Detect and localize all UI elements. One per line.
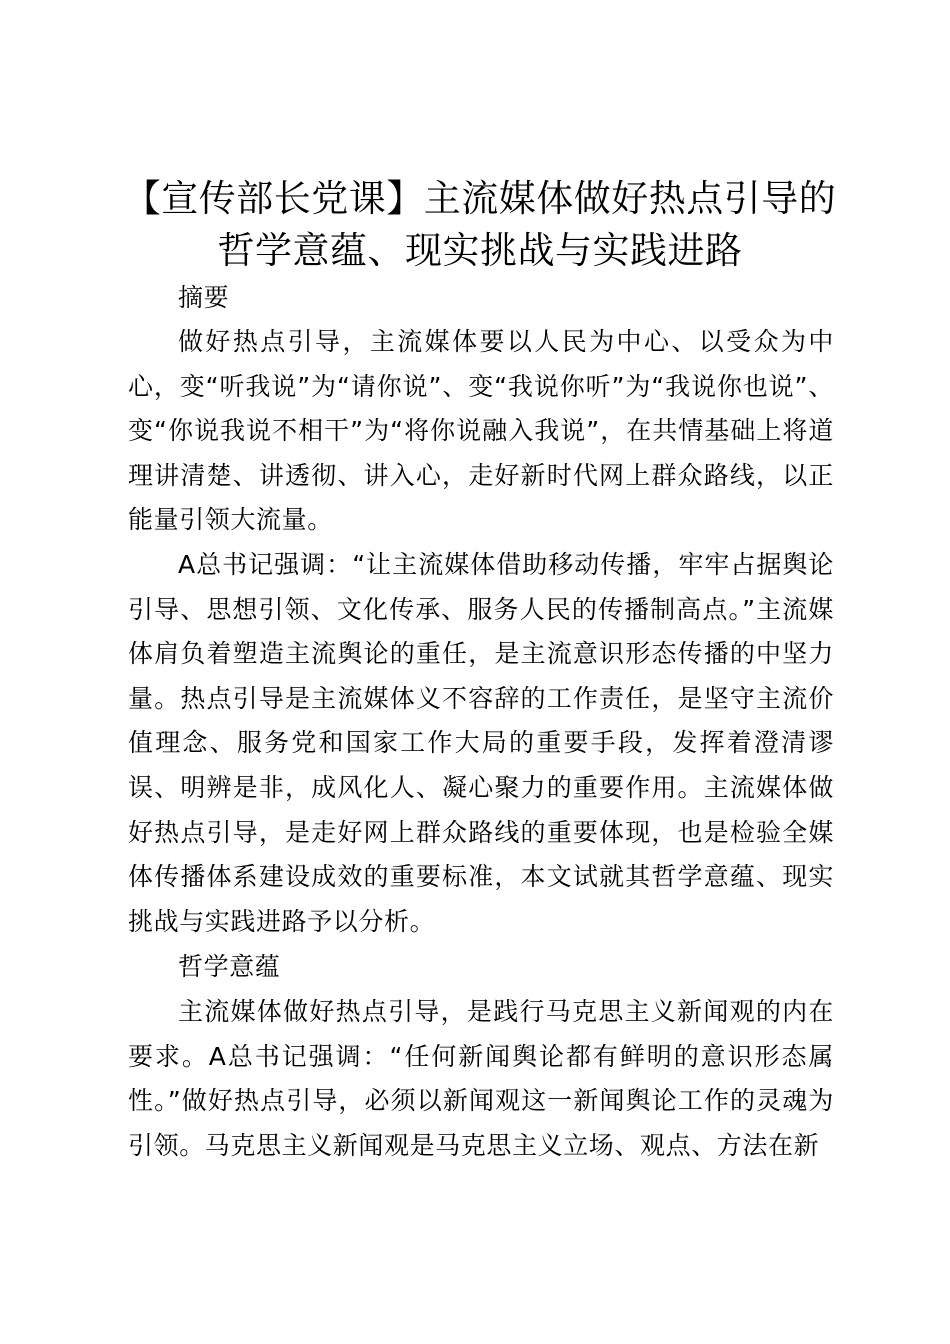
abstract-heading: 摘要 (178, 283, 230, 312)
section-heading-philosophy: 哲学意蕴 (178, 952, 281, 981)
document-title: 【宣传部长党课】主流媒体做好热点引导的哲学意蕴、现实挑战与实践进路 (123, 177, 837, 272)
intro-paragraph: A总书记强调：“让主流媒体借助移动传播，牢牢占据舆论引导、思想引领、文化传承、服务人民的传播制高点。”主流媒体肩负着塑造主流舆论的重任，是主流意识形态传播的中坚力量。热点引导是主流媒体义不容辞的工作责任，是坚守主流价值理念、服务党和国家工作大局的重要手段，发挥着澄清谬误、明辨是非，成风化人、凝心聚力的重要作用。主流媒体做好热点引导，是走好网上群众路线的重要体现，也是检验全媒体传播体系建设成效的重要标准，本文试就其哲学意蕴、现实挑战与实践进路予以分析。 (128, 550, 834, 936)
philosophy-paragraph: 主流媒体做好热点引导，是践行马克思主义新闻观的内在要求。A总书记强调：“任何新闻舆论都有鲜明的意识形态属性。”做好热点引导，必须以新闻观这一新闻舆论工作的灵魂为引领。马克思主义新闻观是马克思主义立场、观点、方法在新 (128, 997, 834, 1160)
abstract-paragraph: 做好热点引导，主流媒体要以人民为中心、以受众为中心，变“听我说”为“请你说”、变“我说你听”为“我说你也说”、变“你说我说不相干”为“将你说融入我说”，在共情基础上将道理讲清楚、讲透彻、讲入心，走好新时代网上群众路线，以正能量引领大流量。 (128, 327, 834, 535)
